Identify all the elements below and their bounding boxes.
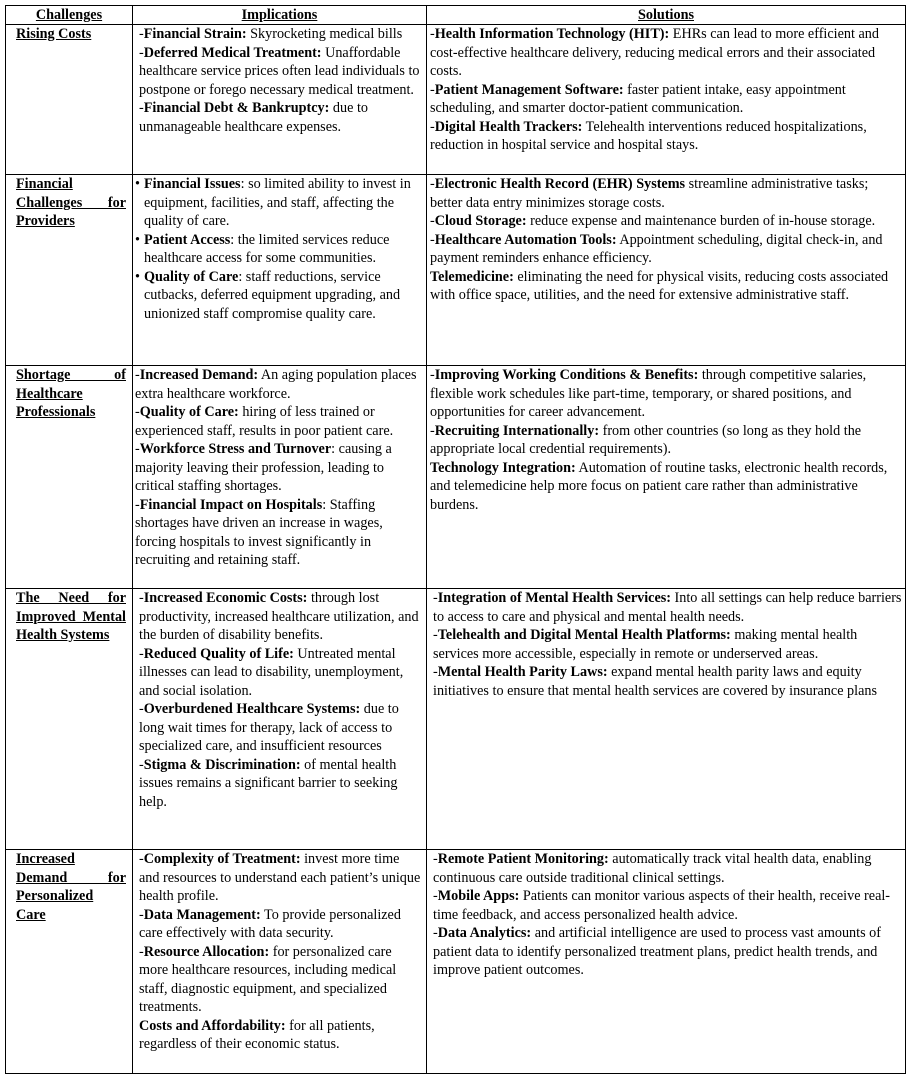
implications-cell: [133, 589, 427, 850]
implication-item: - Resource Allocation: for personalized care more healthcare resources, including medical staff, diagnostic equipment, and specialized treatments.: [139, 943, 423, 1017]
solutions-cell: [427, 850, 906, 1074]
header-challenges: Challenges: [6, 6, 133, 25]
implications-cell: [133, 175, 427, 366]
solution-item: - Improving Working Conditions & Benefits: through competitive salaries, flexible work schedules like part-time, temporary, or shared positions, and opportunities for career advancement.: [430, 366, 902, 422]
implication-item: - Data Management: To provide personalized care effectively with data security.: [139, 906, 423, 943]
table-row: [6, 366, 906, 589]
implication-item: • Patient Access: the limited services reduce healthcare access for some communities.: [139, 231, 423, 268]
implication-item: • Quality of Care: staff reductions, service cutbacks, deferred equipment upgrading, and unionized staff compromise quality care.: [139, 268, 423, 324]
solution-item: - Healthcare Automation Tools: Appointment scheduling, digital check-in, and payment reminders enhance efficiency.: [430, 231, 902, 268]
challenge-cell: The Need for Improved Mental Health Systems: [6, 589, 133, 850]
solution-item: - Mobile Apps: Patients can monitor various aspects of their health, receive real-time feedback, and access personalized health advice.: [433, 887, 902, 924]
solution-item: - Health Information Technology (HIT): EHRs can lead to more efficient and cost-effective healthcare delivery, reducing medical errors and their associated costs.: [430, 25, 902, 81]
implication-item: - Increased Demand: An aging population places extra healthcare workforce.: [135, 366, 423, 403]
implications-cell: [133, 25, 427, 175]
solution-item: - Mental Health Parity Laws: expand mental health parity laws and equity initiatives to ensure that mental health services are covered by insurance plans: [433, 663, 902, 700]
table-row: [6, 589, 906, 850]
table-row: [6, 175, 906, 366]
header-row: [6, 6, 906, 25]
solution-item: - Digital Health Trackers: Telehealth interventions reduced hospitalizations, reduction in hospital service and hospital stays.: [430, 118, 902, 155]
solution-item: - Telehealth and Digital Mental Health Platforms: making mental health services more accessible, especially in remote or underserved areas.: [433, 626, 902, 663]
solution-item: - Cloud Storage: reduce expense and maintenance burden of in-house storage.: [430, 212, 902, 231]
header-implications: Implications: [133, 6, 427, 25]
challenges-table: [5, 5, 906, 1074]
implication-item: - Quality of Care: hiring of less trained or experienced staff, results in poor patient care.: [135, 403, 423, 440]
implication-item: - Increased Economic Costs: through lost productivity, increased healthcare utilization, and the burden of disability benefits.: [139, 589, 423, 645]
solution-item: - Data Analytics: and artificial intelligence are used to process vast amounts of patient data to identify personalized treatment plans, predict health trends, and improve patient outcomes.: [433, 924, 902, 980]
implication-item: - Financial Strain: Skyrocketing medical bills: [139, 25, 423, 44]
solutions-cell: [427, 175, 906, 366]
implication-item: - Workforce Stress and Turnover: causing a majority leaving their profession, leading to critical staffing shortages.: [135, 440, 423, 496]
implication-item: - Deferred Medical Treatment: Unaffordable healthcare service prices often lead individuals to postpone or forego necessary medical treatment.: [139, 44, 423, 100]
challenge-cell: Rising Costs: [6, 25, 133, 175]
solution-item: - Remote Patient Monitoring: automatically track vital health data, enabling continuous care outside traditional clinical settings.: [433, 850, 902, 887]
implication-item: - Financial Debt & Bankruptcy: due to unmanageable healthcare expenses.: [139, 99, 423, 136]
solutions-cell: [427, 589, 906, 850]
implication-item: - Reduced Quality of Life: Untreated mental illnesses can lead to disability, unemployment, and social isolation.: [139, 645, 423, 701]
implication-item: - Overburdened Healthcare Systems: due to long wait times for therapy, lack of access to specialized care, and insufficient resources: [139, 700, 423, 756]
solutions-cell: [427, 25, 906, 175]
challenge-cell: Financial Challenges for Providers: [6, 175, 133, 366]
solution-item: Telemedicine: eliminating the need for physical visits, reducing costs associated with office space, utilities, and the need for extensive administrative staff.: [430, 268, 889, 303]
solutions-cell: [427, 366, 906, 589]
challenge-cell: Shortage of Healthcare Professionals: [6, 366, 133, 589]
implication-item: - Financial Impact on Hospitals: Staffing shortages have driven an increase in wages, forcing hospitals to invest significantly in recruiting and retaining staff.: [135, 496, 423, 570]
implications-cell: [133, 850, 427, 1074]
solution-item: - Recruiting Internationally: from other countries (so long as they hold the appropriate local credential requirements).: [430, 422, 902, 459]
solution-item: - Patient Management Software: faster patient intake, easy appointment scheduling, and smarter doctor-patient communication.: [430, 81, 902, 118]
implication-item: Costs and Affordability: for all patients, regardless of their economic status.: [139, 1017, 375, 1052]
implication-item: - Stigma & Discrimination: of mental health issues remains a significant barrier to seeking help.: [139, 756, 423, 812]
solution-item: - Electronic Health Record (EHR) Systems streamline administrative tasks; better data entry minimizes storage costs.: [430, 175, 902, 212]
table-row: [6, 850, 906, 1074]
table-row: [6, 25, 906, 175]
solution-item: - Integration of Mental Health Services: Into all settings can help reduce barriers to access to care and physical and mental health needs.: [433, 589, 902, 626]
challenge-cell: Increased Demand for Personalized Care: [6, 850, 133, 1074]
implications-cell: [133, 366, 427, 589]
header-solutions: Solutions: [427, 6, 906, 25]
implication-item: - Complexity of Treatment: invest more time and resources to understand each patient’s unique health profile.: [139, 850, 423, 906]
solution-item: Technology Integration: Automation of routine tasks, electronic health records, and telemedicine help more focus on patient care rather than administrative burdens.: [430, 459, 888, 513]
implication-item: • Financial Issues: so limited ability to invest in equipment, facilities, and staff, affecting the quality of care.: [139, 175, 423, 231]
